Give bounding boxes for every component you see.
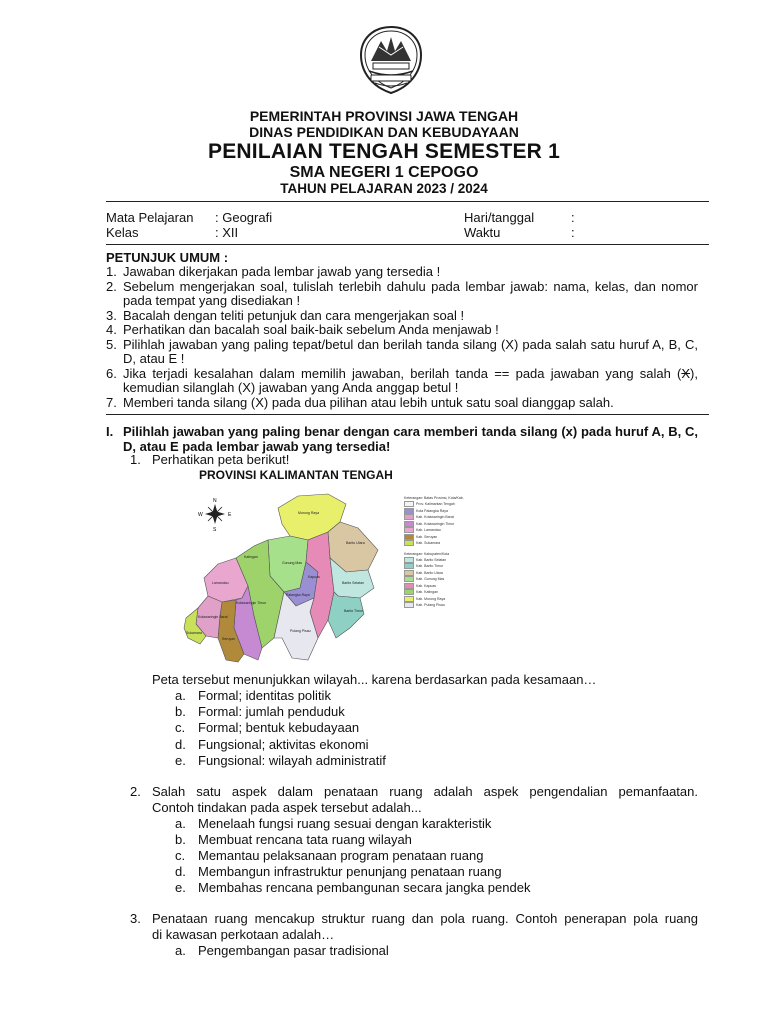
region-barito-timur <box>328 592 364 638</box>
legend-label: Prov. Kalimantan Tengah <box>416 501 455 506</box>
legend-swatch <box>404 570 414 576</box>
region-label: Kotawaringin Timur <box>236 601 266 605</box>
option-text: Formal; bentuk kebudayaan <box>198 720 360 735</box>
region-label: Katingan <box>244 555 258 559</box>
question-stem-line: Penataan ruang mencakup struktur ruang dan pola ruang. Contoh penerapan pola ruang <box>152 911 698 926</box>
instruction-item: 4. Perhatikan dan bacalah soal baik-baik sebelum Anda menjawab ! <box>106 322 499 337</box>
map-legend <box>404 496 472 609</box>
legend-label: Kab. Katingan <box>416 590 438 595</box>
region-label: Sukamara <box>186 631 202 635</box>
region-label: Palangka Raya <box>286 593 310 597</box>
legend-swatch <box>404 540 414 546</box>
instruction-item: 7. Memberi tanda silang (X) pada dua pilihan atau lebih untuk satu soal dianggap salah. <box>106 394 614 410</box>
instructions-divider <box>106 414 709 415</box>
option-text: Menelaah fungsi ruang sesuai dengan karakteristik <box>198 816 492 831</box>
part-numeral: I. <box>106 424 114 439</box>
option-letter: c. <box>175 848 186 863</box>
region-label: Lamandau <box>212 581 229 585</box>
legend-label: Kab. Barito Selatan <box>416 557 447 562</box>
government-title: PEMERINTAH PROVINSI JAWA TENGAH <box>249 108 519 124</box>
legend-label: Kab. Lamandau <box>416 527 441 532</box>
option-letter: a. <box>175 943 186 958</box>
option-text: Membahas rencana pembangunan secara jangka pendek <box>198 880 531 895</box>
legend-swatch <box>404 602 414 608</box>
region-label: Seruyan <box>222 637 236 641</box>
legend-swatch <box>404 521 414 527</box>
instruction-item: 2. Sebelum mengerjakan soal, tulislah terlebih dahulu pada lembar jawab: nama, kelas, dan nomor pada tempat yang disediakan ! <box>106 278 698 308</box>
option-letter: c. <box>175 720 186 735</box>
instructions-title: PETUNJUK UMUM : <box>106 250 229 265</box>
option-letter: e. <box>175 880 186 895</box>
instruction-item: 6. Jika terjadi kesalahan dalam memilih jawaban, berilah tanda == pada jawaban yang salah (X), kemudian silanglah (X) jawaban yang Anda anggap betul ! <box>106 365 698 395</box>
legend-entry <box>404 540 472 547</box>
legend-swatch <box>404 527 414 533</box>
option-letter: a. <box>175 816 186 831</box>
legend-heading: Keterangan: Batas Provinsi, Kota/Kab. <box>404 496 464 500</box>
option-text: Memantau pelaksanaan program penataan ruang <box>198 848 484 863</box>
legend-label: Kab. Barito Timur <box>416 564 444 569</box>
legend-entry <box>404 602 472 609</box>
part-one-instruction <box>106 424 698 454</box>
legend-swatch <box>404 583 414 589</box>
instruction-item: 3. Bacalah dengan teliti petunjuk dan cara mengerjakan soal ! <box>106 307 465 323</box>
legend-swatch <box>404 514 414 520</box>
question-number: 1. <box>130 452 141 467</box>
part-instruction-text: Pilihlah jawaban yang paling benar dengan cara memberi tanda silang (x) pada huruf A, B, C, D, atau E pada lembar jawab yang tersedia! <box>123 424 698 454</box>
school-name: SMA NEGERI 1 CEPOGO <box>289 164 479 181</box>
region-label: Barito Timur <box>344 609 363 613</box>
option-letter: a. <box>175 688 186 703</box>
legend-heading: Keterangan: Kabupaten/Kota <box>404 551 450 556</box>
legend-label: Kab. Pulang Pisau <box>416 603 445 608</box>
department-title: DINAS PENDIDIKAN DAN KEBUDAYAAN <box>249 124 519 140</box>
class-value: : XII <box>215 225 239 240</box>
question-stem: Peta tersebut menunjukkan wilayah... karena berdasarkan pada kesamaan… <box>152 672 597 687</box>
province-emblem-logo <box>357 25 425 95</box>
option-letter: b. <box>175 832 186 847</box>
option-text: Membangun infrastruktur penunjang penataan ruang <box>198 864 502 879</box>
option-letter: d. <box>175 864 186 879</box>
question-number: 2. <box>130 784 141 799</box>
region-label: Barito Selatan <box>342 581 364 585</box>
legend-swatch <box>404 589 414 595</box>
option-text: Pengembangan pasar tradisional <box>198 943 389 958</box>
map-title: PROVINSI KALIMANTAN TENGAH <box>199 468 393 482</box>
legend-label: Kab. Gunung Mas <box>416 577 445 582</box>
question-intro: Perhatikan peta berikut! <box>152 452 290 467</box>
kalimantan-tengah-map <box>178 488 388 668</box>
compass-n: N <box>213 498 217 504</box>
option-text: Fungsional: wilayah administratif <box>198 753 386 768</box>
region-label: Kapuas <box>308 575 320 579</box>
legend-swatch <box>404 501 414 507</box>
question-stem-line: Contoh tindakan pada aspek tersebut adalah... <box>152 800 422 815</box>
question-stem-line: Salah satu aspek dalam penataan ruang adalah aspek pengendalian pemanfaatan. <box>152 784 698 799</box>
instruction-item: 1. Jawaban dikerjakan pada lembar jawab yang tersedia ! <box>106 264 441 279</box>
option-text: Fungsional; aktivitas ekonomi <box>198 737 369 752</box>
region-label: Barito Utara <box>346 541 365 545</box>
academic-year: TAHUN PELAJARAN 2023 / 2024 <box>280 181 488 196</box>
legend-label: Kota Palangka Raya <box>416 508 448 513</box>
legend-swatch <box>404 557 414 563</box>
legend-group-1 <box>404 501 472 547</box>
info-divider <box>106 244 709 245</box>
legend-label: Kab. Seruyan <box>416 534 438 539</box>
legend-swatch <box>404 596 414 602</box>
option-letter: d. <box>175 737 186 752</box>
struck-x-mark: X <box>681 365 691 381</box>
question-stem-line: di kawasan perkotaan adalah… <box>152 927 335 942</box>
legend-label: Kab. Kotawaringin Timur <box>416 521 455 526</box>
option-text: Formal; identitas politik <box>198 688 331 703</box>
option-text: Membuat rencana tata ruang wilayah <box>198 832 412 847</box>
legend-label: Kab. Sukamara <box>416 541 441 546</box>
option-text: Formal: jumlah penduduk <box>198 704 345 719</box>
legend-swatch <box>404 534 414 540</box>
option-letter: e. <box>175 753 186 768</box>
legend-group-2 <box>404 557 472 609</box>
legend-label: Kab. Kotawaringin Barat <box>416 514 454 519</box>
header-divider <box>106 201 709 202</box>
region-label: Kotawaringin Barat <box>198 615 228 619</box>
instruction-item: 5. Pilihlah jawaban yang paling tepat/betul dan berilah tanda silang (X) pada salah satu huruf A, B, C, D, atau E ! <box>106 336 698 366</box>
legend-label: Kab. Murung Raya <box>416 596 446 601</box>
region-label: Gunung Mas <box>282 561 303 565</box>
option-letter: b. <box>175 704 186 719</box>
legend-label: Kab. Barito Utara <box>416 570 443 575</box>
compass-rose-icon <box>198 498 232 533</box>
subject-value: : Geografi <box>215 210 273 225</box>
legend-swatch <box>404 576 414 582</box>
question-number: 3. <box>130 911 141 926</box>
date-label: Hari/tanggal <box>464 210 535 225</box>
region-label: Murung Raya <box>298 511 320 515</box>
exam-title: PENILAIAN TENGAH SEMESTER 1 <box>208 140 560 163</box>
region-label: Pulang Pisau <box>290 629 311 633</box>
instructions-list <box>106 265 698 410</box>
legend-swatch <box>404 508 414 514</box>
time-label: Waktu <box>464 225 501 240</box>
time-value: : <box>571 225 575 240</box>
class-label: Kelas <box>106 225 139 240</box>
date-value: : <box>571 210 575 225</box>
legend-swatch <box>404 563 414 569</box>
compass-e: E <box>228 512 232 518</box>
legend-label: Kab. Kapuas <box>416 583 437 588</box>
compass-s: S <box>213 527 217 533</box>
compass-w: W <box>198 512 203 518</box>
subject-label: Mata Pelajaran <box>106 210 194 225</box>
